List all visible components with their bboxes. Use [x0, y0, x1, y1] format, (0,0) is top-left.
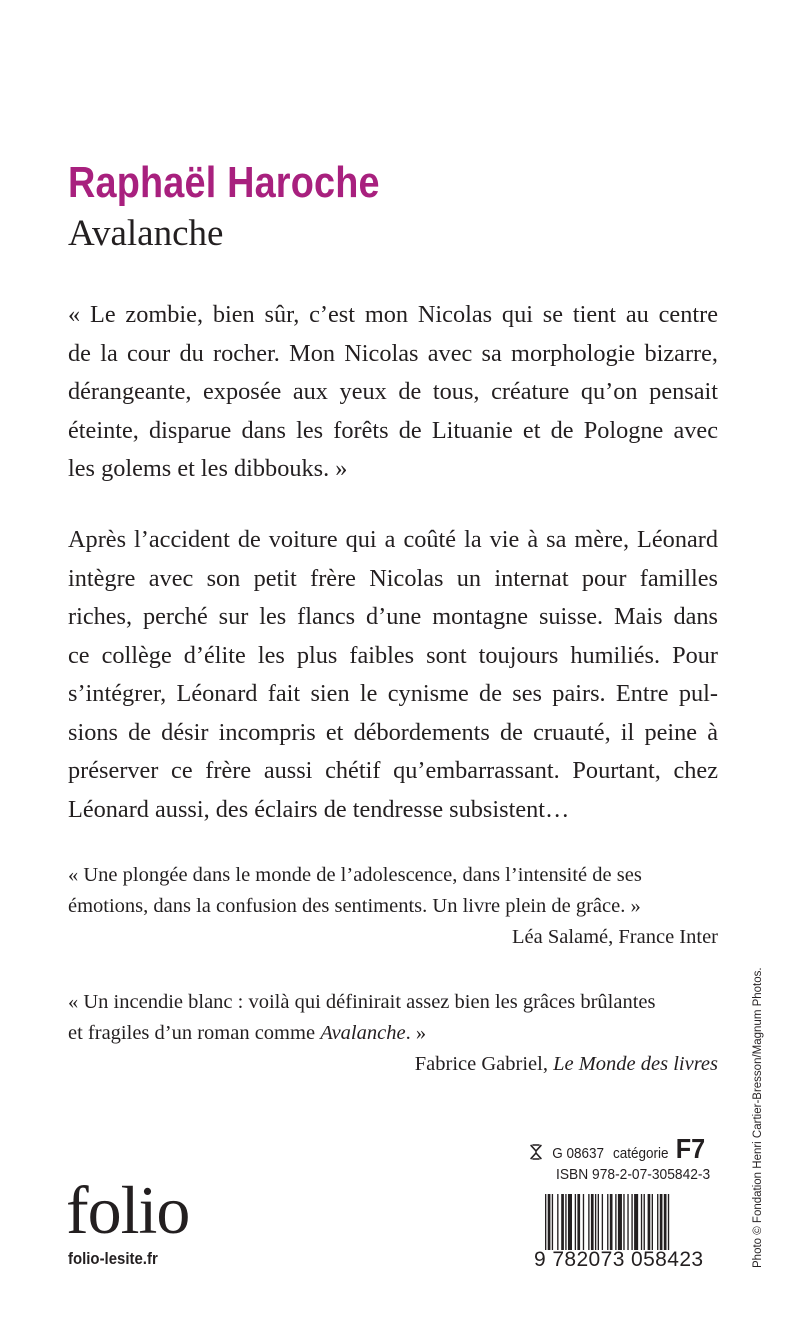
barcode-bar [545, 1194, 546, 1250]
barcode-bar [660, 1194, 663, 1250]
review-line [68, 1018, 718, 1049]
reviewer-name: Fabrice Gabriel, [414, 1053, 554, 1075]
product-code: G 08637 [552, 1145, 604, 1162]
book-title-italic: Avalanche [320, 1022, 406, 1044]
review-source [68, 1049, 718, 1080]
excerpt-line: de la cour du rocher. Mon Nicolas avec sa morphologie bizarre, [68, 339, 718, 367]
review-text: . » [405, 1022, 427, 1044]
barcode-bar [568, 1194, 572, 1250]
summary-line: riches, perché sur les flancs d’une montagne suisse. Mais dans [68, 603, 718, 630]
barcode-bar [583, 1194, 584, 1250]
summary-line: s’intégrer, Léonard fait sien le cynisme de ses pairs. Entre pul- [68, 680, 718, 707]
product-code-line [527, 1133, 706, 1164]
summary-line: ce collège d’élite les plus faibles sont toujours humiliés. Pour [68, 641, 718, 669]
review-source: Léa Salamé, France Inter [511, 926, 718, 948]
review-text: et fragiles d’un roman comme [68, 1022, 321, 1044]
review-line: « Une plongée dans le monde de l’adolescence, dans l’intensité de ses [68, 864, 642, 886]
summary-line: Léonard aussi, des éclairs de tendresse subsistent… [68, 795, 570, 823]
review-quote-2 [68, 987, 718, 1080]
barcode-bar [652, 1194, 653, 1250]
barcode-bar [548, 1194, 551, 1250]
barcode-bar [565, 1194, 566, 1250]
folio-logo: folio [66, 1172, 190, 1248]
photo-credit: Photo © Fondation Henri Cartier-Bresson/Magnum Photos. [752, 967, 764, 1268]
book-author: Raphaël Haroche [68, 158, 380, 207]
barcode-bar [615, 1194, 616, 1250]
summary-line: intègre avec son petit frère Nicolas un internat pour familles [68, 564, 718, 592]
barcode-bar [575, 1194, 576, 1250]
barcode-bar [668, 1194, 669, 1250]
barcode-bar [618, 1194, 622, 1250]
barcode-bar [648, 1194, 651, 1250]
summary-line: préserver ce frère aussi chétif qu’embarrassant. Pourtant, chez [68, 757, 718, 784]
barcode-bar [610, 1194, 613, 1250]
category-code: F7 [675, 1133, 706, 1164]
barcode-bar [607, 1194, 608, 1250]
barcode-bar [602, 1194, 603, 1250]
review-line: « Un incendie blanc : voilà qui définirait assez bien les grâces brûlantes [68, 991, 656, 1013]
barcode-bar [634, 1194, 638, 1250]
excerpt-line: les golems et les dibbouks. » [68, 455, 348, 482]
barcode-bar [657, 1194, 658, 1250]
excerpt-line: dérangeante, exposée aux yeux de tous, créature qu’on pensait [68, 378, 718, 405]
summary-line: Après l’accident de voiture qui a coûté la vie à sa mère, Léonard [68, 526, 718, 553]
category-label: catégorie [612, 1145, 669, 1162]
barcode-bar [552, 1194, 553, 1250]
barcode-bar [664, 1194, 667, 1250]
barcode-digits: 9 782073 058423 [534, 1248, 704, 1271]
isbn: ISBN 978-2-07-305842-3 [556, 1166, 711, 1183]
barcode-bar [595, 1194, 596, 1250]
publisher-website: folio-lesite.fr [68, 1249, 158, 1268]
excerpt-line: « Le zombie, bien sûr, c’est mon Nicolas qui se tient au centre [68, 301, 718, 328]
barcode-bar [644, 1194, 645, 1250]
review-line: émotions, dans la confusion des sentiments. Un livre plein de grâce. » [68, 895, 641, 917]
barcode-bar [627, 1194, 628, 1250]
review-quote-1 [68, 860, 718, 953]
excerpt-quote [68, 296, 718, 489]
book-title: Avalanche [68, 213, 224, 254]
barcode-bar [623, 1194, 624, 1250]
gallimard-monogram-icon [527, 1142, 545, 1162]
barcode-bar [588, 1194, 589, 1250]
barcode-bar [561, 1194, 564, 1250]
summary-line: sions de désir incompris et débordements de cruauté, il peine à [68, 718, 718, 746]
barcode-bar [577, 1194, 580, 1250]
summary-paragraph [68, 521, 718, 829]
barcode-bar [557, 1194, 558, 1250]
barcode-bar [598, 1194, 599, 1250]
publication-name: Le Monde des livres [553, 1053, 718, 1075]
barcode-bar [591, 1194, 594, 1250]
excerpt-line: éteinte, disparue dans les forêts de Lituanie et de Pologne avec [68, 416, 718, 444]
barcode-bar [631, 1194, 632, 1250]
barcode-bar [641, 1194, 642, 1250]
